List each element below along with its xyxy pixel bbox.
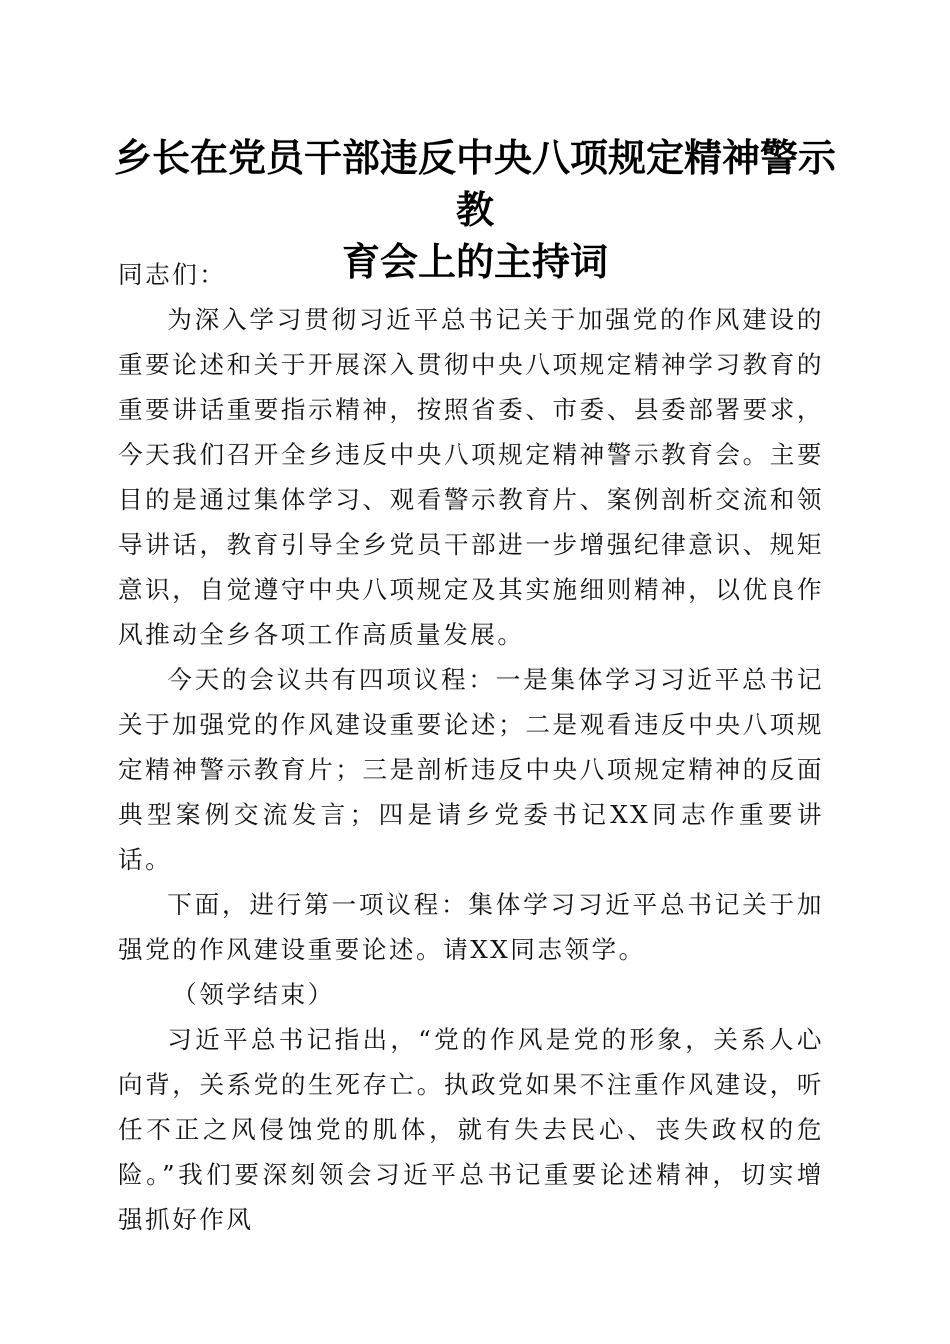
document-body <box>118 252 824 1242</box>
salutation: 同志们： <box>118 260 227 289</box>
stage-note: （领学结束） <box>172 980 335 1009</box>
paragraph-agenda: 今天的会议共有四项议程：一是集体学习习近平总书记关于加强党的作风建设重要论述；二是观看违反中央八项规定精神警示教育片；三是剖析违反中央八项规定精神的反面典型案例交流发言；四是请乡党委书记XX同志作重要讲话。 <box>118 665 824 874</box>
paragraph-closing: 习近平总书记指出，“党的作风是党的形象，关系人心向背，关系党的生死存亡。执政党如果不注重作风建设，听任不正之风侵蚀党的肌体，就有失去民心、丧失政权的危险。”我们要深刻领会习近平总书记重要论述精神，切实增强抓好作风 <box>118 1025 824 1234</box>
paragraph-first-item: 下面，进行第一项议程：集体学习习近平总书记关于加强党的作风建设重要论述。请XX同志领学。 <box>118 890 824 964</box>
title-line-1: 乡长在党员干部违反中央八项规定精神警示教 <box>113 135 836 232</box>
paragraph-intro: 为深入学习贯彻习近平总书记关于加强党的作风建设的重要论述和关于开展深入贯彻中央八项规定精神学习教育的重要讲话重要指示精神，按照省委、市委、县委部署要求，今天我们召开全乡违反中央八项规定精神警示教育会。主要目的是通过集体学习、观看警示教育片、案例剖析交流和领导讲话，教育引导全乡党员干部进一步增强纪律意识、规矩意识，自觉遵守中央八项规定及其实施细则精神，以优良作风推动全乡各项工作高质量发展。 <box>118 305 824 649</box>
title-line-2: 育会上的主持词 <box>341 239 608 284</box>
